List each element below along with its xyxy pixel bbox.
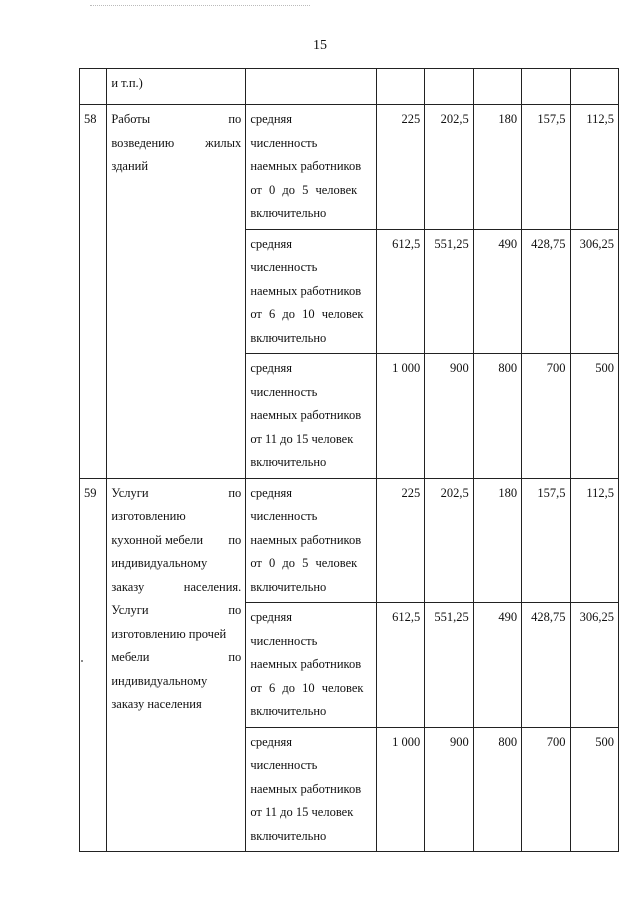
tariff-value: 157,5 [537,112,566,126]
tariff-value-cell [425,478,473,603]
activity-description-word: по [228,650,242,664]
condition-line: численность [250,633,318,648]
condition-line: включительно [250,704,327,718]
activity-description-word: Услуги [111,603,149,617]
condition-line: численность [250,260,318,274]
activity-description-word: мебели [111,650,150,664]
continuation-text: и т.п.) [111,76,143,90]
condition-line: включительно [250,455,327,469]
condition-line: включительно [250,579,327,594]
condition-line: от 0 до 5 человек [250,556,358,570]
activity-description-line [111,529,241,553]
tariff-value-cell [570,354,618,479]
activity-description-line [111,132,241,156]
condition-line: наемных работников [250,781,362,796]
activity-description-line [111,576,241,600]
tariff-value-cell [522,105,570,230]
tariff-value-cell [522,354,570,479]
employee-count-condition-cell [246,105,377,230]
condition-line: численность [250,509,318,523]
tariff-value-cell [376,354,424,479]
tariff-value: 180 [498,112,518,126]
tariff-value-cell [376,105,424,230]
tariff-value: 225 [401,112,421,126]
condition-line: численность [250,384,318,399]
tariff-value-cell [522,478,570,603]
tariff-value: 112,5 [586,112,614,126]
condition-line: средняя [250,610,293,624]
tariff-value-cell [425,229,473,354]
continuation-value-cell [376,69,424,105]
tariff-value: 700 [546,361,566,375]
continuation-row [80,69,619,105]
condition-line: от 11 до 15 человек [250,805,354,819]
row-number-cell [80,478,107,852]
activity-description-line [111,646,241,670]
tariff-value-cell [376,478,424,603]
continuation-desc-cell [107,69,246,105]
employee-count-condition-cell [246,727,377,852]
tariff-value-cell [376,229,424,354]
condition-line: включительно [250,330,327,345]
activity-description-word: жилых [205,135,242,150]
tariff-value: 157,5 [537,485,566,500]
tariff-value: 306,25 [579,610,614,624]
tariff-row [80,105,619,230]
activity-description-word: изготовлению прочей [111,626,227,641]
condition-line: включительно [250,828,327,843]
tariff-value: 900 [449,361,469,375]
condition-line: от 6 до 10 человек [250,680,364,695]
condition-line: наемных работников [250,408,362,422]
activity-description-line [111,482,241,506]
activity-description-word: населения. [183,579,242,594]
activity-description-line [111,599,241,623]
tariff-value: 612,5 [392,610,421,624]
continuation-value-cell [522,69,570,105]
activity-description-word: индивидуальному [111,556,208,570]
activity-description-cell [107,478,246,852]
employee-count-condition-cell [246,603,377,728]
activity-description-word: по [228,532,242,547]
continuation-cond-cell [246,69,377,105]
tariff-value: 180 [498,485,518,500]
tariff-value: 800 [498,734,518,749]
tariff-value-cell [473,105,521,230]
tariff-value: 800 [498,361,518,375]
tariff-value-cell [522,727,570,852]
condition-line: от 11 до 15 человек [250,431,354,446]
tariff-value-cell [473,727,521,852]
activity-description-line [111,155,241,179]
tariff-value-cell [570,603,618,728]
activity-description-word: изготовлению [111,509,186,523]
condition-line: наемных работников [250,159,362,173]
activity-description-line [111,693,241,717]
activity-description-line [111,670,241,694]
activity-description-word: Услуги [111,485,149,500]
activity-description-word: заказу населения [111,697,202,711]
tariff-value: 112,5 [586,485,614,500]
tariff-value: 202,5 [440,112,469,126]
tariff-value: 428,75 [531,610,566,624]
tariff-table [79,68,619,852]
activity-description-word: возведению [111,135,175,150]
tariff-value-cell [473,229,521,354]
employee-count-condition-cell [246,229,377,354]
condition-line: средняя [250,734,293,749]
activity-description-line [111,552,241,576]
tariff-value: 612,5 [392,236,421,251]
tariff-value: 306,25 [579,236,614,251]
condition-line: численность [250,758,318,772]
condition-line: наемных работников [250,532,362,547]
activity-description-word: Работы [111,112,151,126]
scan-header-artifact [90,5,310,7]
activity-description-word: по [228,485,242,500]
condition-line: наемных работников [250,657,362,671]
activity-description-cell [107,105,246,479]
employee-count-condition-cell [246,354,377,479]
tariff-value-cell [473,354,521,479]
table-body [80,69,619,852]
row-number: 58 [84,112,97,126]
page-number: 15 [313,38,327,53]
activity-description-word: индивидуальному [111,673,208,688]
condition-line: от 6 до 10 человек [250,307,364,321]
tariff-value: 500 [595,361,614,375]
tariff-value-cell [425,727,473,852]
condition-line: численность [250,135,318,150]
tariff-value: 490 [498,236,518,251]
tariff-value: 490 [498,610,518,624]
tariff-value: 225 [401,485,421,500]
tariff-value-cell [473,603,521,728]
condition-line: средняя [250,236,293,251]
condition-line: средняя [250,361,293,375]
tariff-value-cell [570,478,618,603]
tariff-value-cell [570,727,618,852]
activity-description-word: по [228,112,242,126]
employee-count-condition-cell [246,478,377,603]
condition-line: наемных работников [250,283,362,298]
tariff-value: 1 000 [392,734,421,749]
continuation-value-cell [473,69,521,105]
tariff-row [80,478,619,603]
row-number-cell [80,105,107,479]
tariff-value: 500 [595,734,614,749]
condition-line: включительно [250,206,327,220]
row-number: 59 [84,485,97,500]
activity-description-word: зданий [111,159,149,173]
continuation-value-cell [570,69,618,105]
tariff-value: 202,5 [440,485,469,500]
tariff-value-cell [473,478,521,603]
tariff-value: 551,25 [434,236,469,251]
tariff-value-cell [570,229,618,354]
condition-line: средняя [250,485,293,500]
tariff-value: 700 [546,734,566,749]
tariff-value-cell [522,603,570,728]
activity-description-word: заказу [111,579,145,594]
tariff-value-cell [425,354,473,479]
tariff-value-cell [376,727,424,852]
activity-description-word: кухонной мебели [111,532,204,547]
tariff-value-cell [376,603,424,728]
tariff-value: 1 000 [392,361,421,375]
activity-description-line [111,505,241,529]
activity-description-line [111,108,241,132]
tariff-value-cell [425,105,473,230]
continuation-value-cell [425,69,473,105]
tariff-value: 428,75 [531,236,566,251]
continuation-num-cell [80,69,107,105]
tariff-value: 900 [449,734,469,749]
condition-line: средняя [250,112,293,126]
tariff-value: 551,25 [434,610,469,624]
activity-description-line [111,623,241,647]
condition-line: от 0 до 5 человек [250,182,358,197]
tariff-value-cell [570,105,618,230]
tariff-value-cell [425,603,473,728]
tariff-value-cell [522,229,570,354]
activity-description-word: по [228,603,242,617]
